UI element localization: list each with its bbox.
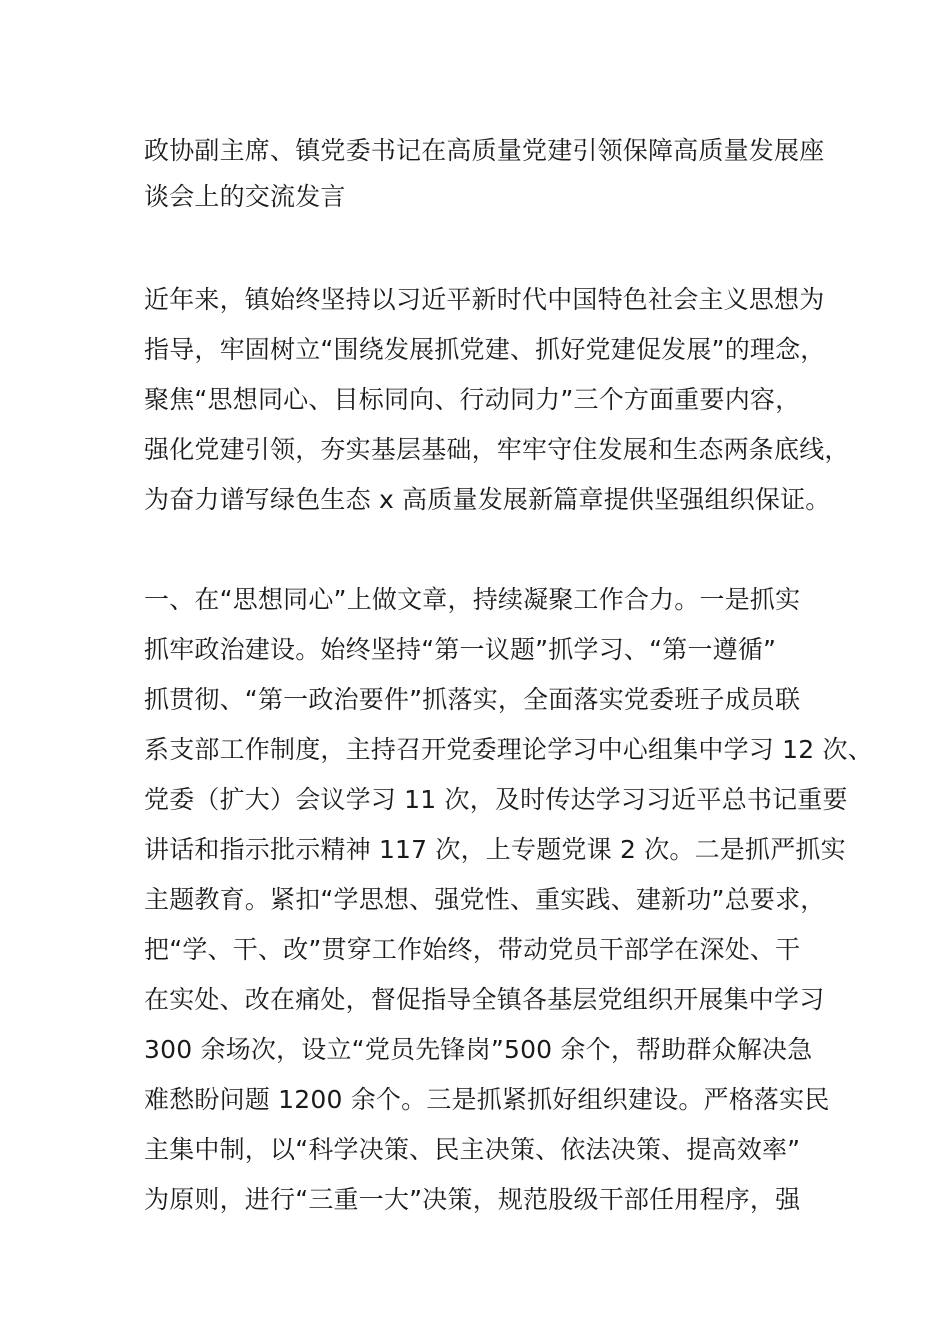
paragraph-line: 党委（扩大）会议学习 11 次，及时传达学习习近平总书记重要 [144, 785, 848, 814]
paragraph-line: 把“学、干、改”贯穿工作始终，带动党员干部学在深处、干 [144, 935, 801, 964]
title-line: 谈会上的交流发言 [144, 182, 346, 211]
paragraph-line: 抓牢政治建设。始终坚持“第一议题”抓学习、“第一遵循” [144, 635, 777, 664]
paragraph-line: 主集中制，以“科学决策、民主决策、依法决策、提高效率” [144, 1135, 801, 1164]
paragraph-line: 一、在“思想同心”上做文章，持续凝聚工作合力。一是抓实 [144, 585, 801, 614]
paragraph-intro [144, 275, 850, 525]
paragraph-line: 系支部工作制度，主持召开党委理论学习中心组集中学习 12 次、 [144, 735, 873, 764]
paragraph-line: 近年来，镇始终坚持以习近平新时代中国特色社会主义思想为 [144, 285, 825, 314]
paragraph-line: 在实处、改在痛处，督促指导全镇各基层党组织开展集中学习 [144, 985, 825, 1014]
paragraph-line: 抓贯彻、“第一政治要件”抓落实，全面落实党委班子成员联 [144, 685, 801, 714]
paragraph-line: 为奋力谱写绿色生态 x 高质量发展新篇章提供坚强组织保证。 [144, 485, 831, 514]
paragraph-line: 主题教育。紧扣“学思想、强党性、重实践、建新功”总要求， [144, 885, 826, 914]
paragraph-line: 强化党建引领，夯实基层基础，牢牢守住发展和生态两条底线， [144, 435, 850, 464]
paragraph-line: 讲话和指示批示精神 117 次，上专题党课 2 次。二是抓严抓实 [144, 835, 846, 864]
paragraph-line: 难愁盼问题 1200 余个。三是抓紧抓好组织建设。严格落实民 [144, 1085, 830, 1114]
paragraph-line: 为原则，进行“三重一大”决策，规范股级干部任用程序，强 [144, 1185, 801, 1214]
document-title [144, 128, 824, 220]
paragraph-section-one [144, 575, 873, 1225]
paragraph-line: 300 余场次，设立“党员先锋岗”500 余个，帮助群众解决急 [144, 1035, 813, 1064]
paragraph-line: 指导，牢固树立“围绕发展抓党建、抓好党建促发展”的理念， [144, 335, 826, 364]
paragraph-line: 聚焦“思想同心、目标同向、行动同力”三个方面重要内容， [144, 385, 801, 414]
title-line: 政协副主席、镇党委书记在高质量党建引领保障高质量发展座 [144, 136, 825, 165]
